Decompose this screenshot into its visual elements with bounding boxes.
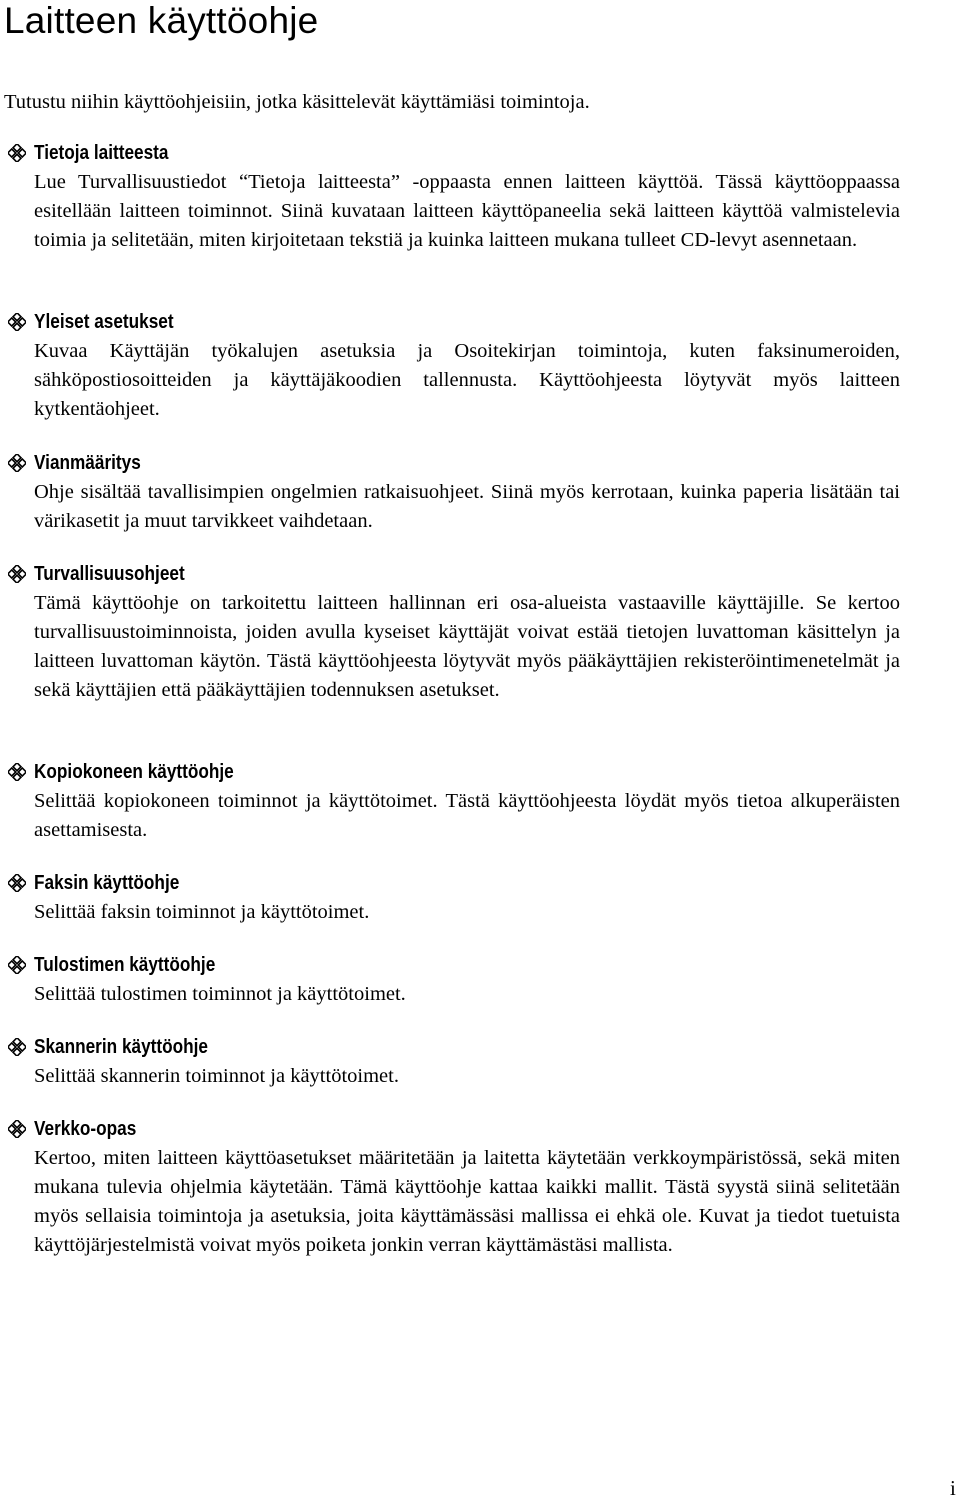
guide-item-heading: [0, 138, 960, 168]
guide-item-vianmaaritys: [0, 448, 960, 536]
guide-description: Selittää tulostimen toiminnot ja käyttötoimet.: [34, 983, 406, 1005]
page-title: Laitteen käyttöohje: [4, 0, 319, 41]
guide-description: Selittää faksin toiminnot ja käyttötoimet.: [34, 901, 370, 923]
guide-description: Kertoo, miten laitteen käyttöasetukset määritetään ja laitetta käytetään verkkoympäristössä, sekä miten mukana tulevia ohjelmia käytetään. Tämä käyttöohje kattaa kaikki mallit. Tästä syystä siinä selitetään myös sellaisia toimintoja ja asetuksia, joita käyttämässäsi mallissa ei ehkä ole. Kuvat ja tiedot tuetuista käyttöjärjestelmistä voivat myös poiketa jonkin verran käyttämästäsi mallista.: [34, 1147, 900, 1256]
guide-title: Skannerin käyttöohje: [34, 1036, 208, 1058]
diamond-bullet-icon: [8, 144, 26, 162]
guide-item-turvallisuusohjeet: [0, 559, 960, 705]
guide-description: Ohje sisältää tavallisimpien ongelmien ratkaisuohjeet. Siinä myös kerrotaan, kuinka paperia lisätään tai värikasetit ja muut tarvikkeet vaihdetaan.: [34, 481, 900, 532]
guide-item-faksin-kayttoohje: [0, 868, 960, 927]
guide-item-skannerin-kayttoohje: [0, 1032, 960, 1091]
diamond-bullet-icon: [8, 956, 26, 974]
guide-description: Selittää skannerin toiminnot ja käyttötoimet.: [34, 1065, 399, 1087]
diamond-bullet-icon: [8, 565, 26, 583]
guide-item-tietoja-laitteesta: [0, 138, 960, 255]
guide-item-heading: [0, 1032, 960, 1062]
guide-description: Tämä käyttöohje on tarkoitettu laitteen hallinnan eri osa-alueista vastaaville käyttäjille. Se kertoo turvallisuustoiminnoista, joiden avulla kyseiset käyttäjät voivat estää tietojen luvattoman käsittelyn ja laitteen luvattoman käytön. Tästä käyttöohjeesta löytyvät myös pääkäyttäjien rekisteröintimenetelmät ja sekä käyttäjien että pääkäyttäjien todennuksen asetukset.: [34, 592, 900, 701]
guide-item-heading: [0, 559, 960, 589]
diamond-bullet-icon: [8, 313, 26, 331]
guide-description: Kuvaa Käyttäjän työkalujen asetuksia ja Osoitekirjan toimintoja, kuten faksinumeroiden, sähköpostiosoitteiden ja käyttäjäkoodien tallennusta. Käyttöohjeesta löytyvät myös laitteen kytkentäohjeet.: [34, 340, 900, 420]
guide-description: Selittää kopiokoneen toiminnot ja käyttötoimet. Tästä käyttöohjeesta löydät myös tietoa alkuperäisten asettamisesta.: [34, 790, 900, 841]
guide-item-yleiset-asetukset: [0, 307, 960, 424]
guide-item-heading: [0, 950, 960, 980]
guide-title: Faksin käyttöohje: [34, 872, 180, 894]
guide-title: Turvallisuusohjeet: [34, 563, 185, 585]
diamond-bullet-icon: [8, 1120, 26, 1138]
diamond-bullet-icon: [8, 763, 26, 781]
guide-item-kopiokoneen-kayttoohje: [0, 757, 960, 845]
guide-title: Vianmääritys: [34, 452, 141, 474]
guide-item-heading: [0, 1114, 960, 1144]
guide-item-tulostimen-kayttoohje: [0, 950, 960, 1009]
guide-item-heading: [0, 448, 960, 478]
guide-title: Kopiokoneen käyttöohje: [34, 761, 234, 783]
guide-item-heading: [0, 868, 960, 898]
guide-title: Tulostimen käyttöohje: [34, 954, 216, 976]
diamond-bullet-icon: [8, 1038, 26, 1056]
guide-item-heading: [0, 757, 960, 787]
guide-item-verkko-opas: [0, 1114, 960, 1260]
guide-item-heading: [0, 307, 960, 337]
guide-title: Yleiset asetukset: [34, 311, 174, 333]
intro-text: Tutustu niihin käyttöohjeisiin, jotka käsittelevät käyttämiäsi toimintoja.: [4, 91, 590, 113]
guide-title: Tietoja laitteesta: [34, 142, 169, 164]
guide-description: Lue Turvallisuustiedot “Tietoja laitteesta” -oppaasta ennen laitteen käyttöä. Tässä käyttöoppaassa esitellään laitteen toiminnot. Siinä kuvataan laitteen käyttöpaneelia sekä laitteen käyttöä valmistelevia toimia ja selitetään, miten kirjoitetaan tekstiä ja kuinka laitteen mukana tulleet CD-levyt asennetaan.: [34, 171, 900, 251]
diamond-bullet-icon: [8, 454, 26, 472]
diamond-bullet-icon: [8, 874, 26, 892]
guide-title: Verkko-opas: [34, 1118, 137, 1140]
page-number: i: [950, 1476, 956, 1500]
